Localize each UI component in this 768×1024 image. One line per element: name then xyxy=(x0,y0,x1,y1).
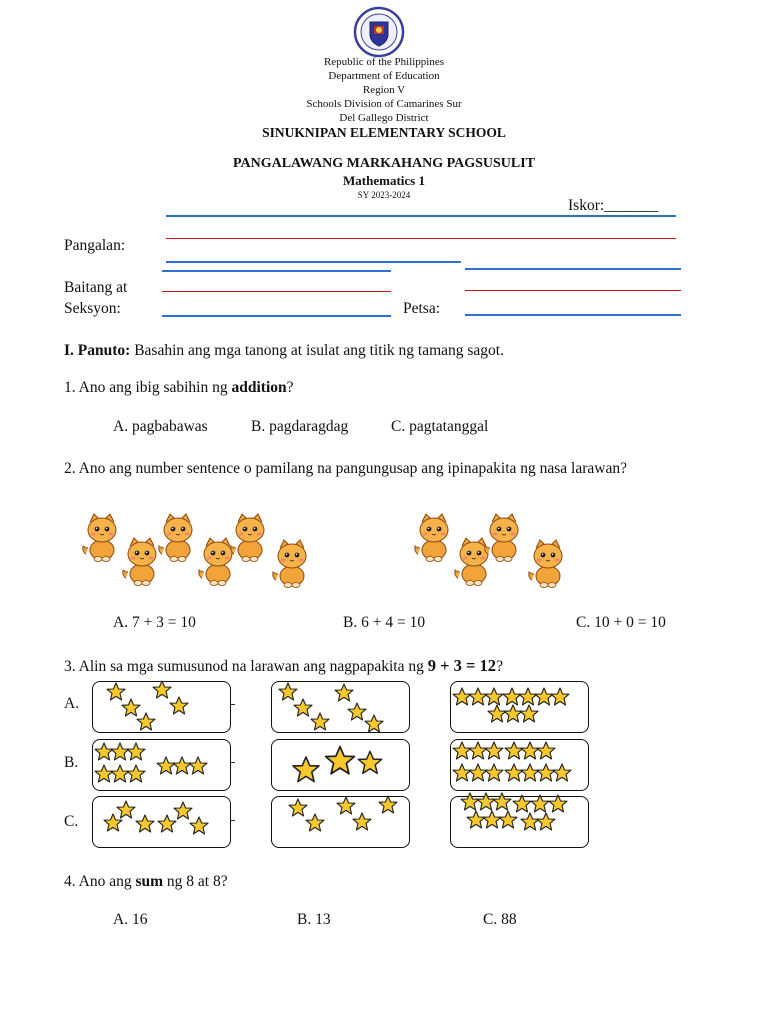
q1-choice-a[interactable]: A. pagbabawas xyxy=(113,418,208,435)
question-3: 3. Alin sa mga sumusunod na larawan ang nagpapakita ng 9 + 3 = 12? xyxy=(64,656,503,675)
header-line-2: Department of Education xyxy=(328,70,440,82)
school-year: SY 2023-2024 xyxy=(357,190,411,200)
question-1: 1. Ano ang ibig sabihin ng addition? xyxy=(64,379,294,396)
header-line-1: Republic of the Philippines xyxy=(323,56,445,68)
keyword-addition: addition xyxy=(231,379,287,396)
school-name: SINUKNIPAN ELEMENTARY SCHOOL xyxy=(262,125,506,140)
header-line-5: Del Gallego District xyxy=(339,112,429,124)
score-field: Iskor:_______ xyxy=(568,197,659,214)
q3-label-a[interactable]: A. xyxy=(64,695,80,712)
header-line-4: Schools Division of Camarines Sur xyxy=(306,98,462,110)
q4-choice-b[interactable]: B. 13 xyxy=(297,911,331,928)
q3-label-b[interactable]: B. xyxy=(64,754,79,771)
name-label: Pangalan: xyxy=(64,237,126,254)
q1-choice-b[interactable]: B. pagdaragdag xyxy=(251,418,349,435)
q3-label-c[interactable]: C. xyxy=(64,813,79,830)
subject: Mathematics 1 xyxy=(343,173,425,188)
header-line-3: Region V xyxy=(362,84,406,96)
q4-choice-a[interactable]: A. 16 xyxy=(113,911,148,928)
q2-choice-a[interactable]: A. 7 + 3 = 10 xyxy=(113,614,196,631)
exam-title: PANGALAWANG MARKAHANG PAGSUSULIT xyxy=(232,156,536,171)
q2-choice-c[interactable]: C. 10 + 0 = 10 xyxy=(576,614,666,631)
section-label: Seksyon: xyxy=(64,300,121,317)
question-2: 2. Ano ang number sentence o pamilang na pangungusap ang ipinapakita ng nasa larawan? xyxy=(64,460,627,477)
question-4: 4. Ano ang sum ng 8 at 8? xyxy=(64,873,228,890)
q1-choice-c[interactable]: C. pagtatanggal xyxy=(391,418,489,435)
q4-choice-c[interactable]: C. 88 xyxy=(483,911,517,928)
instructions-heading: I. Panuto: xyxy=(64,342,131,359)
keyword-sum: sum xyxy=(135,873,164,890)
grade-label: Baitang at xyxy=(64,279,128,296)
q2-choice-b[interactable]: B. 6 + 4 = 10 xyxy=(343,614,426,631)
keyword-equation: 9 + 3 = 12 xyxy=(427,656,497,675)
date-label: Petsa: xyxy=(403,300,441,317)
instructions-text: Basahin ang mga tanong at isulat ang titik ng tamang sagot. xyxy=(130,342,504,359)
